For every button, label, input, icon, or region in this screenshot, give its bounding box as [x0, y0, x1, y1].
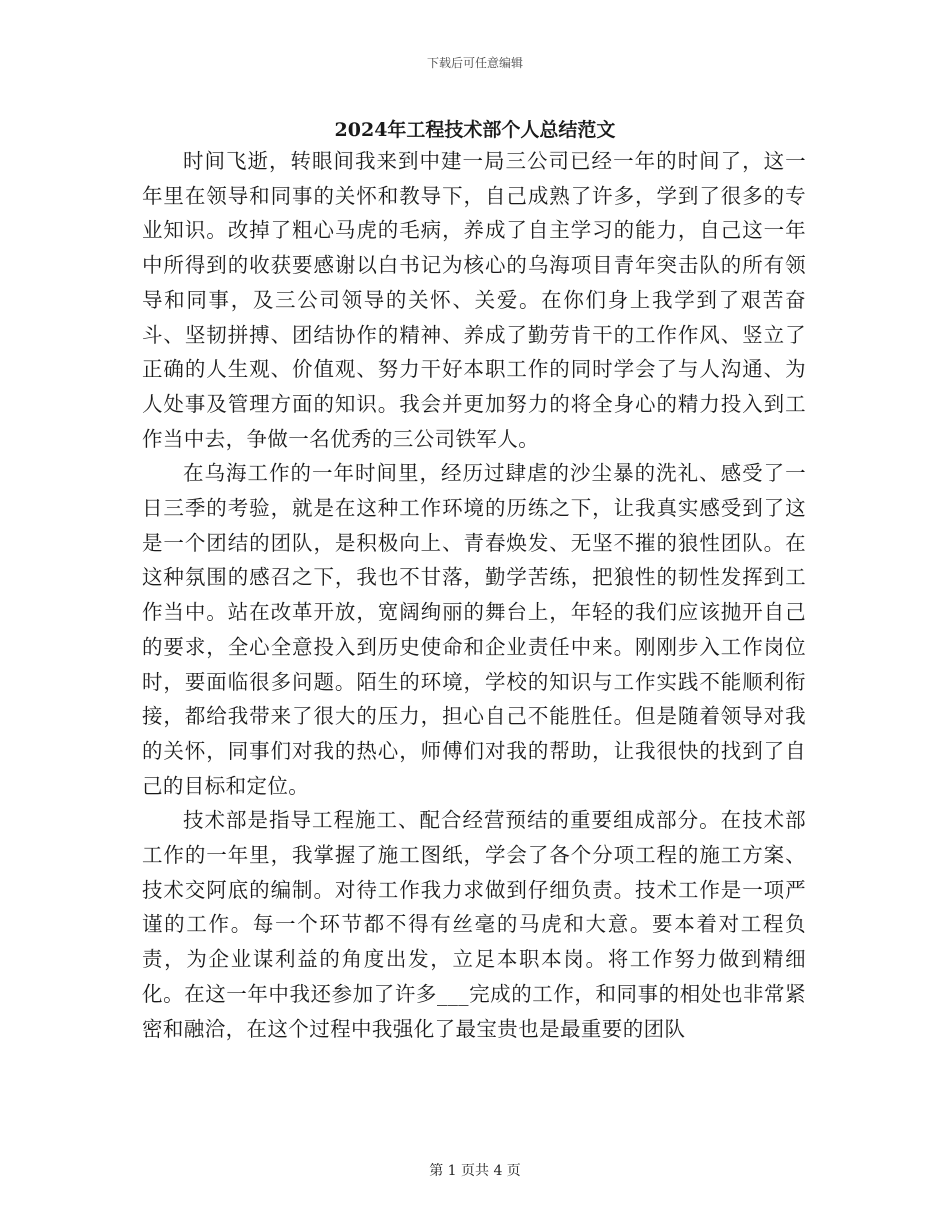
header-note: 下载后可任意编辑 [426, 56, 523, 70]
paragraph-2: 在乌海工作的一年时间里，经历过肆虐的沙尘暴的洗礼、感受了一日三季的考验，就是在这种工作环境的历练之下，让我真实感受到了这是一个团结的团队，是积极向上、青春焕发、无坚不摧的狼性团队。在这种氛围的感召之下，我也不甘落，勤学苦练，把狼性的韧性发挥到工作当中。站在改革开放，宽阔绚丽的舞台上，年轻的我们应该抛开自己的要求，全心全意投入到历史使命和企业责任中来。刚刚步入工作岗位时，要面临很多问题。陌生的环境，学校的知识与工作实践不能顺利衔接，都给我带来了很大的压力，担心自己不能胜任。但是随着领导对我的关怀，同事们对我的热心，师傅们对我的帮助，让我很快的找到了自己的目标和定位。 [142, 461, 806, 798]
page-number: 第 1 页共 4 页 [429, 1163, 521, 1179]
document-title: 2024年工程技术部个人总结范文 [334, 119, 616, 141]
paragraph-1: 时间飞逝，转眼间我来到中建一局三公司已经一年的时间了，这一年里在领导和同事的关怀和教导下，自己成熟了许多，学到了很多的专业知识。改掉了粗心马虎的毛病，养成了自主学习的能力，自己这一年中所得到的收获要感谢以白书记为核心的乌海项目青年突击队的所有领导和同事，及三公司领导的关怀、关爱。在你们身上我学到了艰苦奋斗、坚韧拼搏、团结协作的精神、养成了勤劳肯干的工作作风、竖立了正确的人生观、价值观、努力干好本职工作的同时学会了与人沟通、为人处事及管理方面的知识。我会并更加努力的将全身心的精力投入到工作当中去，争做一名优秀的三公司铁军人。 [142, 149, 806, 451]
paragraph-3: 技术部是指导工程施工、配合经营预结的重要组成部分。在技术部工作的一年里，我掌握了施工图纸，学会了各个分项工程的施工方案、技术交阿底的编制。对待工作我力求做到仔细负责。技术工作是一项严谨的工作。每一个环节都不得有丝毫的马虎和大意。要本着对工程负责，为企业谋利益的角度出发，立足本职本岗。将工作努力做到精细化。在这一年中我还参加了许多___完成的工作，和同事的相处也非常紧密和融洽，在这个过程中我强化了最宝贵也是最重要的团队 [142, 808, 806, 1041]
document-body [142, 144, 806, 1046]
